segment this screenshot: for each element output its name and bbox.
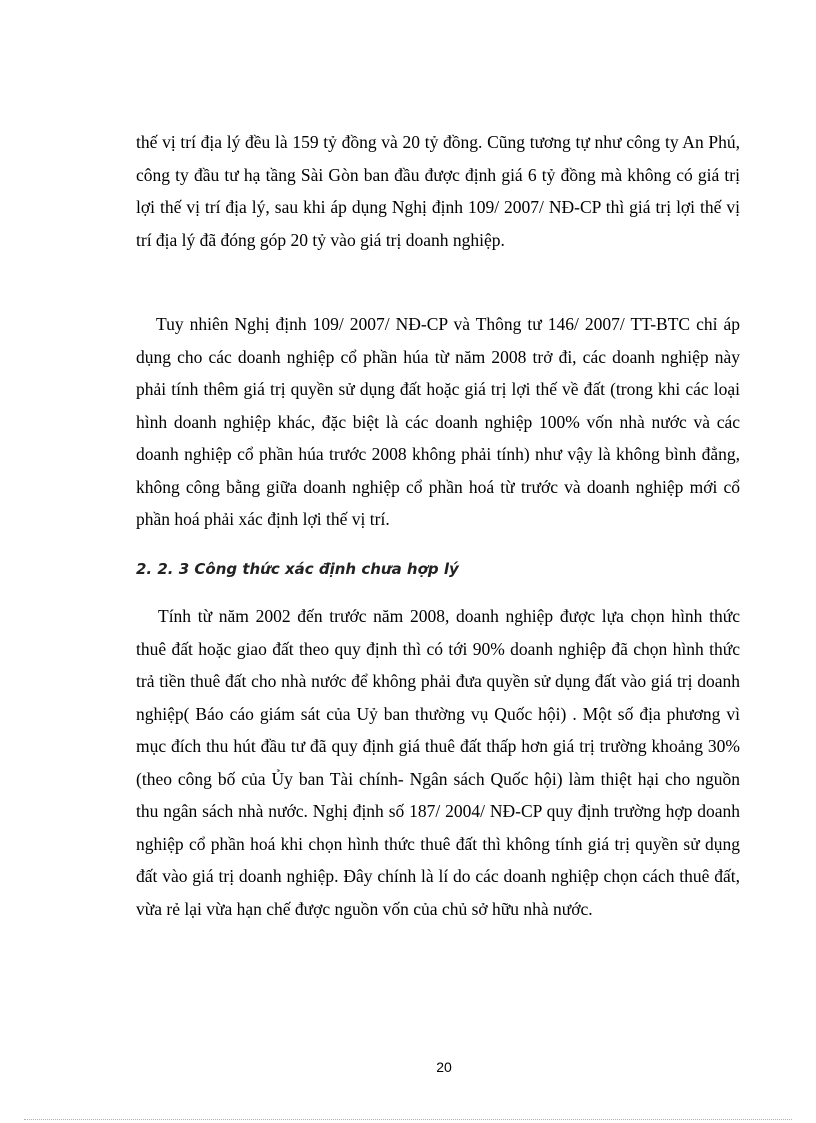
paragraph-land-value-examples: thế vị trí địa lý đều là 159 tỷ đồng và 20 tỷ đồng. Cũng tương tự như công ty An Phú, công ty đầu tư hạ tầng Sài Gòn ban đầu được định giá 6 tỷ đồng mà không có giá trị lợi thế vị trí địa lý, sau khi áp dụng Nghị định 109/ 2007/ NĐ-CP thì giá trị lợi thế vị trí địa lý đã đóng góp 20 tỷ vào giá trị doanh nghiệp. [136,132,740,250]
section-heading: 2. 2. 3 Công thức xác định chưa hợp lý [136,560,459,578]
page-number: 20 [436,1059,452,1075]
footer-divider [24,1119,792,1120]
paragraph-regulation-inequality: Tuy nhiên Nghị định 109/ 2007/ NĐ-CP và Thông tư 146/ 2007/ TT-BTC chỉ áp dụng cho các doanh nghiệp cổ phần húa từ năm 2008 trở đi, các doanh nghiệp này phải tính thêm giá trị quyền sử dụng đất hoặc giá trị lợi thế về đất (trong khi các loại hình doanh nghiệp khác, đặc biệt là các doanh nghiệp 100% vốn nhà nước và các doanh nghiệp cổ phần húa trước 2008 không phải tính) như vậy là không bình đẳng, không công bằng giữa doanh nghiệp cổ phần hoá từ trước và doanh nghiệp mới cổ phần hoá phải xác định lợi thế vị trí. [136,314,740,529]
paragraph-land-lease-formula: Tính từ năm 2002 đến trước năm 2008, doanh nghiệp được lựa chọn hình thức thuê đất hoặc giao đất theo quy định thì có tới 90% doanh nghiệp đã chọn hình thức trả tiền thuê đất cho nhà nước để không phải đưa quyền sử dụng đất vào giá trị doanh nghiệp( Báo cáo giám sát của Uỷ ban thường vụ Quốc hội) . Một số địa phương vì mục đích thu hút đầu tư đã quy định giá thuê đất thấp hơn giá trị trường khoảng 30% (theo công bố của Ủy ban Tài chính- Ngân sách Quốc hội) làm thiệt hại cho nguồn thu ngân sách nhà nước. Nghị định số 187/ 2004/ NĐ-CP quy định trường hợp doanh nghiệp cổ phần hoá khi chọn hình thức thuê đất thì không tính giá trị quyền sử dụng đất vào giá trị doanh nghiệp. Đây chính là lí do các doanh nghiệp chọn cách thuê đất, vừa rẻ lại vừa hạn chế được nguồn vốn của chủ sở hữu nhà nước. [136,606,740,919]
